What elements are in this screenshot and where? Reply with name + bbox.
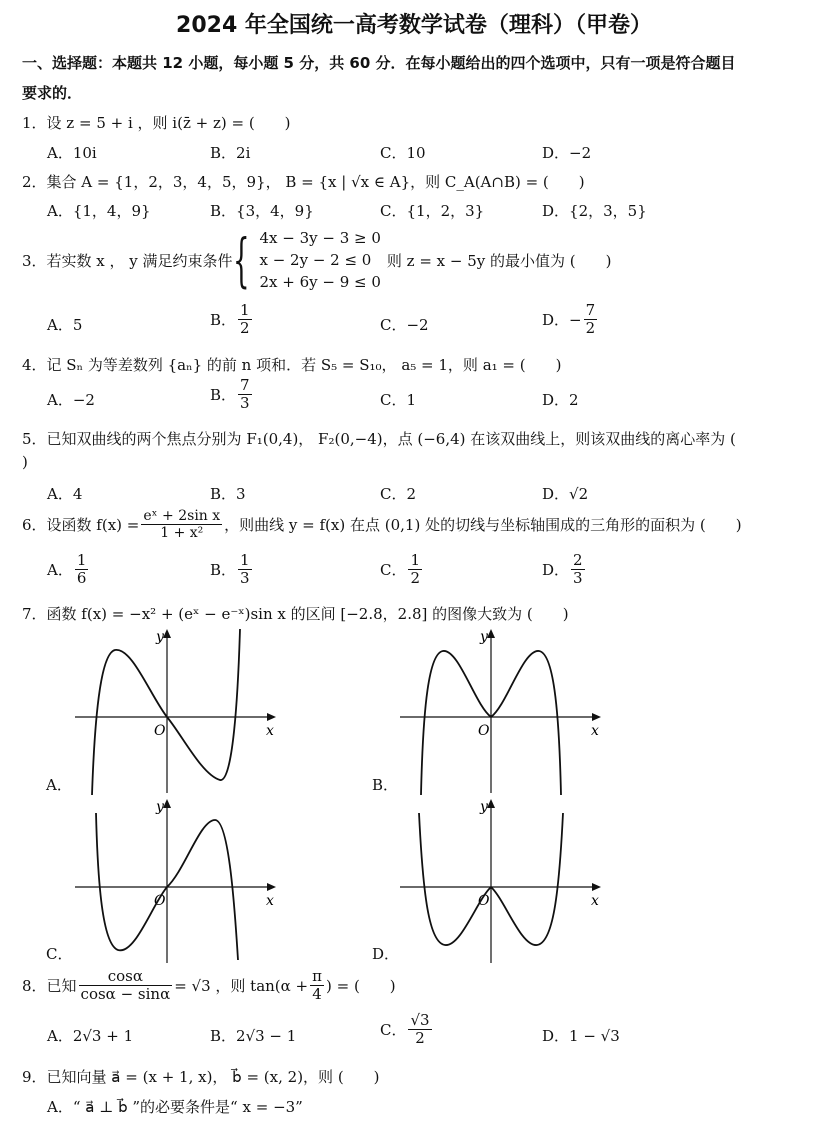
q7-graph-c (70, 795, 285, 965)
q3-option-b-den: 2 (240, 319, 250, 338)
q6-option-c-frac (408, 552, 422, 588)
q6-option-b-den: 3 (240, 569, 250, 588)
q6-option-b (210, 552, 254, 588)
q8-pi-num: π (312, 967, 322, 985)
q4-option-a: A．−2 (47, 391, 95, 409)
q5-option-d: D．√2 (542, 485, 589, 503)
q8-given-num: cosα (79, 968, 173, 986)
q8-stem-lead: 8．已知 (22, 977, 77, 996)
q7-graph-d-label: D． (372, 945, 400, 963)
axis-y-label: y (480, 799, 488, 815)
q3-option-c: C．−2 (380, 316, 429, 334)
q8-option-c (380, 1012, 434, 1048)
q8-given-den: cosα − sinα (80, 985, 171, 1004)
axis-x-label: x (266, 723, 274, 739)
q8-stem (22, 968, 396, 1004)
q6-option-c (380, 552, 424, 588)
q3-constraint-3: 2x + 6y − 9 ≤ 0 (259, 273, 381, 291)
q6-option-d-frac (571, 552, 585, 588)
q6-option-c-num: 1 (410, 551, 421, 569)
origin-label: O (478, 723, 490, 739)
q6-function-frac (141, 508, 222, 541)
q8-option-d: D．1 − √3 (542, 1027, 620, 1045)
q8-option-c-label: C． (380, 1021, 407, 1040)
q3-option-d (542, 302, 599, 338)
q2-option-b: B．{3，4，9} (210, 202, 314, 220)
q6-option-d (542, 552, 587, 588)
q6-option-d-num: 2 (573, 551, 583, 569)
axis-y-label: y (156, 629, 164, 645)
q6-stem-tail: ，则曲线 y = f(x) 在点 (0,1) 处的切线与坐标轴围成的三角形的面积为 ( ) (224, 516, 742, 535)
q3-constraint-2: x − 2y − 2 ≤ 0 (259, 251, 372, 269)
q4-option-b (210, 377, 254, 413)
q6-stem-lead: 6．设函数 f(x) = (22, 516, 140, 535)
q3-option-d-den: 2 (585, 319, 596, 338)
q7-graph-b (395, 625, 610, 795)
q6-option-a-den: 6 (76, 569, 87, 588)
q6-option-c-label: C． (380, 561, 407, 580)
q7-graph-d (395, 795, 610, 965)
q6-stem (22, 508, 742, 541)
q3-stem (22, 224, 612, 296)
q8-stem-mid: = √3 ，则 tan(α + (174, 977, 309, 996)
q3-option-b-frac (238, 302, 252, 338)
q3-option-d-num: 7 (585, 301, 596, 319)
q6-option-c-den: 2 (410, 569, 421, 588)
q8-pi-den: 4 (312, 985, 322, 1004)
section-heading-cont: 要求的． (22, 84, 83, 102)
q3-option-b-num: 1 (240, 301, 250, 319)
q4-option-b-frac (238, 377, 252, 413)
q7-stem: 7．函数 f(x) = −x² + (eˣ − e⁻ˣ)sin x 的区间 [−2.8，2.8] 的图像大致为 ( ) (22, 605, 569, 623)
q6-option-b-label: B． (210, 561, 237, 580)
q6-option-d-label: D． (542, 561, 570, 580)
q5-option-a: A．4 (47, 485, 83, 503)
q7-graph-a (70, 625, 285, 795)
q5-option-b: B．3 (210, 485, 246, 503)
q5-option-c: C．2 (380, 485, 417, 503)
q4-option-b-den: 3 (240, 394, 250, 413)
q6-option-a-label: A． (47, 561, 73, 580)
axis-x-label: x (266, 893, 274, 909)
origin-label: O (154, 723, 166, 739)
q8-option-c-den: 2 (415, 1029, 425, 1048)
q3-option-d-label: D．− (542, 311, 582, 330)
q8-stem-tail: ) = ( ) (326, 977, 396, 996)
page-title: 2024 年全国统一高考数学试卷（理科）（甲卷） (176, 13, 652, 38)
axis-y-label: y (480, 629, 488, 645)
q6-option-a (47, 552, 90, 588)
q4-stem: 4．记 Sₙ 为等差数列 {aₙ} 的前 n 项和．若 S₅ = S₁₀， a₅ = 1，则 a₁ = ( ) (22, 356, 562, 374)
axis-x-label: x (591, 723, 599, 739)
axis-x-label: x (591, 893, 599, 909)
q1-stem: 1．设 z = 5 + i ，则 i(z̄ + z) = ( ) (22, 114, 291, 132)
q4-option-b-num: 7 (240, 376, 250, 394)
q8-option-b: B．2√3 − 1 (210, 1027, 297, 1045)
q6-function-den: 1 + x² (160, 525, 204, 542)
q3-option-b (210, 302, 254, 338)
q3-constraints (259, 227, 380, 293)
q1-option-c: C．10 (380, 144, 426, 162)
q6-option-a-frac (75, 552, 89, 588)
q9-option-a: A．“ a⃗ ⊥ b⃗ ”的必要条件是“ x = −3” (47, 1098, 303, 1116)
q6-option-a-num: 1 (76, 551, 87, 569)
q9-stem: 9．已知向量 a⃗ = (x + 1, x)， b⃗ = (x, 2)，则 ( ) (22, 1068, 380, 1086)
q3-option-a: A．5 (47, 316, 83, 334)
q2-stem: 2．集合 A = {1，2，3，4，5，9}， B = {x | √x ∈ A}，则 C_A(A∩B) = ( ) (22, 173, 585, 191)
q8-option-a: A．2√3 + 1 (47, 1027, 134, 1045)
q8-option-c-num: √3 (410, 1011, 430, 1029)
origin-label: O (154, 893, 166, 909)
q3-stem-lead: 3．若实数 x ， y 满足约束条件 (22, 251, 233, 270)
q7-graph-c-label: C． (46, 945, 73, 963)
q2-option-a: A．{1，4，9} (47, 202, 151, 220)
q6-option-d-den: 3 (573, 569, 583, 588)
q6-option-b-num: 1 (240, 551, 250, 569)
q8-given-frac (79, 968, 173, 1004)
q7-graph-a-label: A． (46, 776, 72, 794)
q2-option-c: C．{1，2，3} (380, 202, 485, 220)
q3-option-d-frac (584, 302, 598, 338)
q3-constraint-1: 4x − 3y − 3 ≥ 0 (259, 229, 381, 247)
q1-option-a: A．10i (47, 144, 97, 162)
q2-option-d: D．{2，3，5} (542, 202, 647, 220)
q5-stem-end: ) (22, 453, 28, 471)
q1-option-d: D．−2 (542, 144, 592, 162)
q6-function-num: eˣ + 2sin x (143, 508, 221, 524)
q1-option-b: B．2i (210, 144, 251, 162)
section-heading: 一、选择题：本题共 12 小题，每小题 5 分，共 60 分．在每小题给出的四个选项中，只有一项是符合题目 (22, 54, 736, 72)
q4-option-d: D．2 (542, 391, 579, 409)
axis-y-label: y (156, 799, 164, 815)
q4-option-b-label: B． (210, 386, 237, 405)
q8-pi-frac (310, 968, 324, 1004)
q3-stem-tail: 则 z = x − 5y 的最小值为 ( ) (386, 251, 612, 270)
q5-stem: 5．已知双曲线的两个焦点分别为 F₁(0,4)， F₂(0,−4)，点 (−6,4) 在该双曲线上，则该双曲线的离心率为 ( (22, 430, 736, 448)
q6-option-b-frac (238, 552, 252, 588)
q8-option-c-frac (408, 1012, 431, 1048)
origin-label: O (478, 893, 490, 909)
q7-graph-b-label: B． (372, 776, 399, 794)
q4-option-c: C．1 (380, 391, 417, 409)
q3-brace: { (232, 226, 250, 294)
q3-option-b-label: B． (210, 311, 237, 330)
